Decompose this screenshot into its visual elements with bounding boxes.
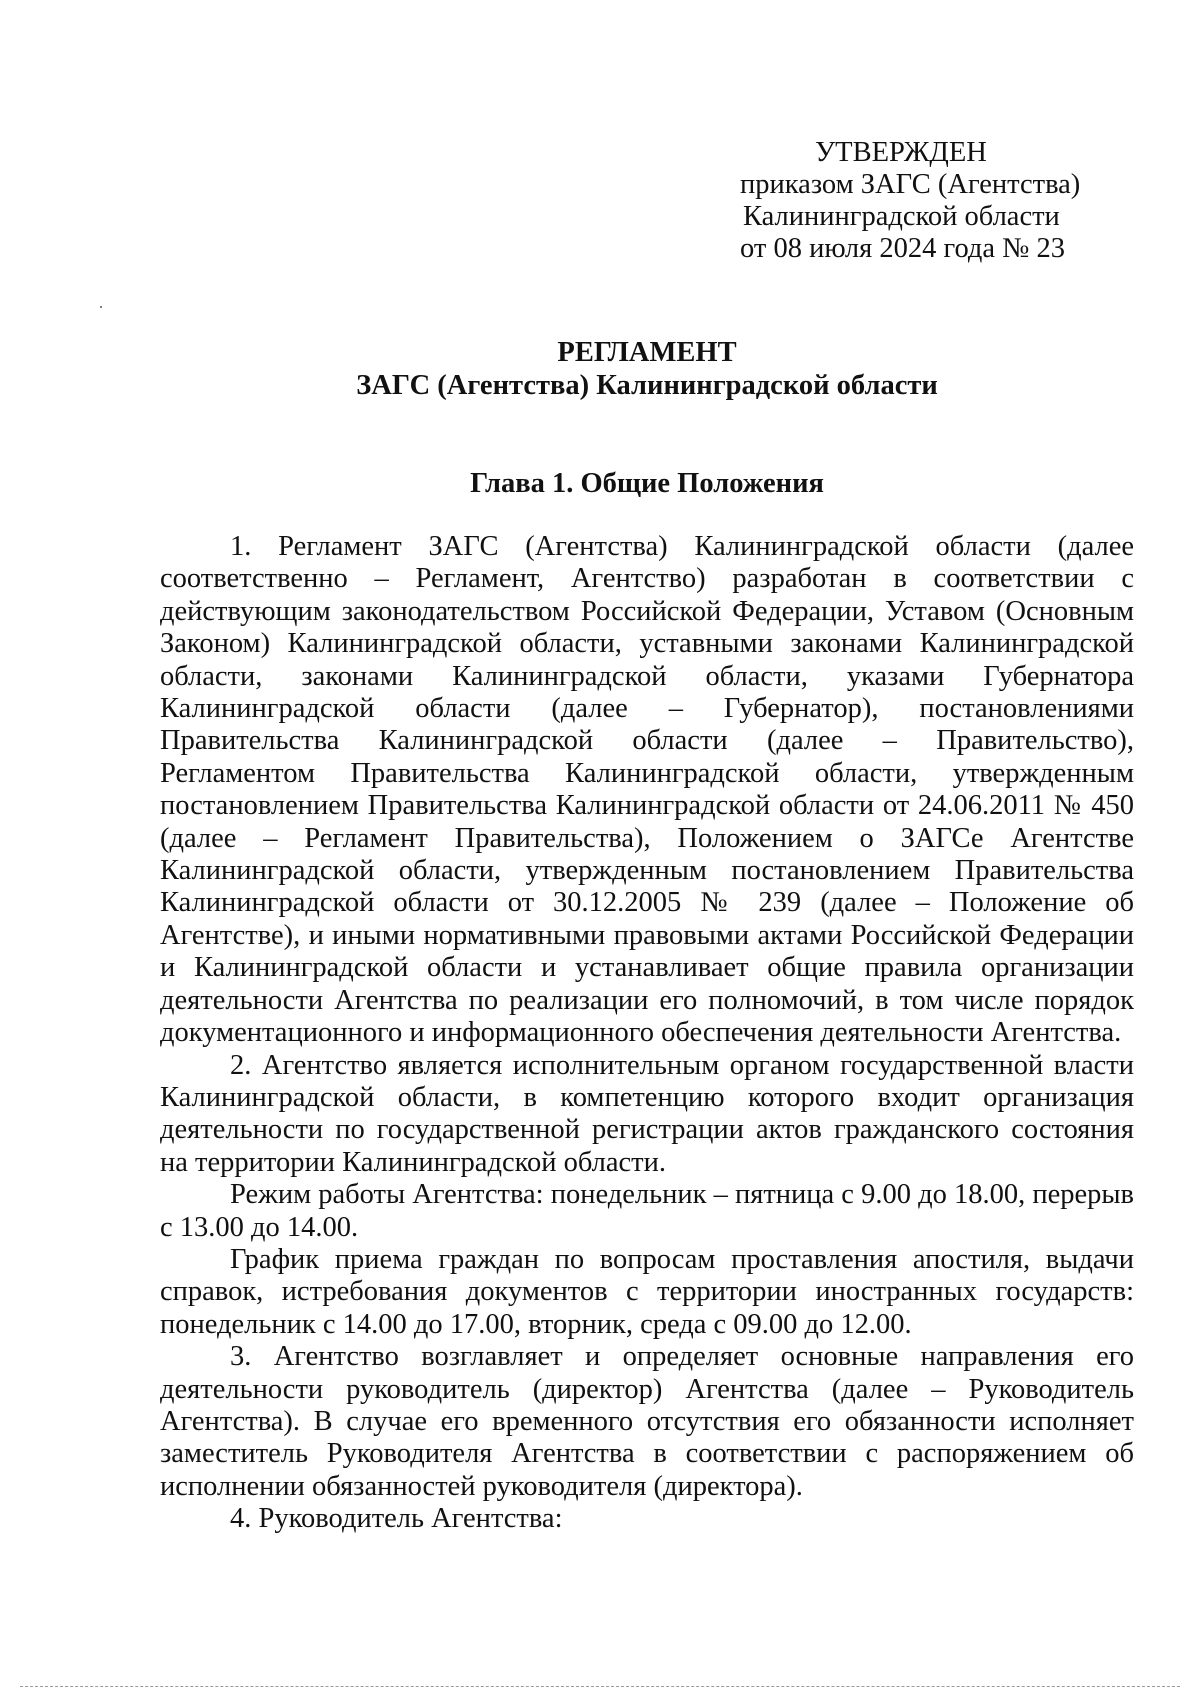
paragraph-work-hours: Режим работы Агентства: понедельник – пятница с 9.00 до 18.00, перерыв с 13.00 до 14.00. xyxy=(160,1179,1134,1243)
approval-stamp-block xyxy=(740,137,1100,265)
document-title: РЕГЛАМЕНТ xyxy=(557,337,737,368)
paragraph-2: 2. Агентство является исполнительным органом государственной власти Калининградской области, в компетенцию которого входит организация деятельности по государственной регистрации актов гражданского состояния на территории Калининградской области. xyxy=(160,1049,1134,1178)
page-bottom-edge xyxy=(20,1686,1180,1687)
document-body xyxy=(160,531,1134,1536)
paragraph-1: 1. Регламент ЗАГС (Агентства) Калининградской области (далее соответственно – Регламент, Агентство) разработан в соответствии с действующим законодательством Российской Федерации, Уставом (Основным Законом) Калининградской области, уставными законами Калининградской области, законами Калининградской области, указами Губернатора Калининградской области (далее – Губернатор), постановлениями Правительства Калининградской области (далее – Правительство), Регламентом Правительства Калининградской области, утвержденным постановлением Правительства Калининградской области от 24.06.2011 № 450 (далее – Регламент Правительства), Положением о ЗАГСе Агентстве Калининградской области, утвержденным постановлением Правительства Калининградской области от 30.12.2005 № 239 (далее – Положение об Агентстве), и иными нормативными правовыми актами Российской Федерации и Калининградской области и устанавливает общие правила организации деятельности Агентства по реализации его полномочий, в том числе порядок документационного и информационного обеспечения деятельности Агентства. xyxy=(160,531,1134,1049)
chapter-heading: Глава 1. Общие Положения xyxy=(470,468,824,499)
scan-speck xyxy=(100,306,102,308)
approval-region-line: Калининградской области xyxy=(743,201,1060,232)
approval-date-line: от 08 июля 2024 года № 23 xyxy=(740,233,1065,264)
paragraph-3: 3. Агентство возглавляет и определяет основные направления его деятельности руководитель (директор) Агентства (далее – Руководитель Агентства). В случае его временного отсутствия его обязанности исполняет заместитель Руководителя Агентства в соответствии с распоряжением об исполнении обязанностей руководителя (директора). xyxy=(160,1341,1134,1502)
approval-title: УТВЕРЖДЕН xyxy=(815,137,987,168)
paragraph-reception-schedule: График приема граждан по вопросам проставления апостиля, выдачи справок, истребования документов с территории иностранных государств: понедельник с 14.00 до 17.00, вторник, среда с 09.00 до 12.00. xyxy=(160,1243,1134,1340)
approval-order-line: приказом ЗАГС (Агентства) xyxy=(740,169,1081,200)
paragraph-4: 4. Руководитель Агентства: xyxy=(230,1503,563,1535)
document-subtitle: ЗАГС (Агентства) Калининградской области xyxy=(356,370,938,401)
